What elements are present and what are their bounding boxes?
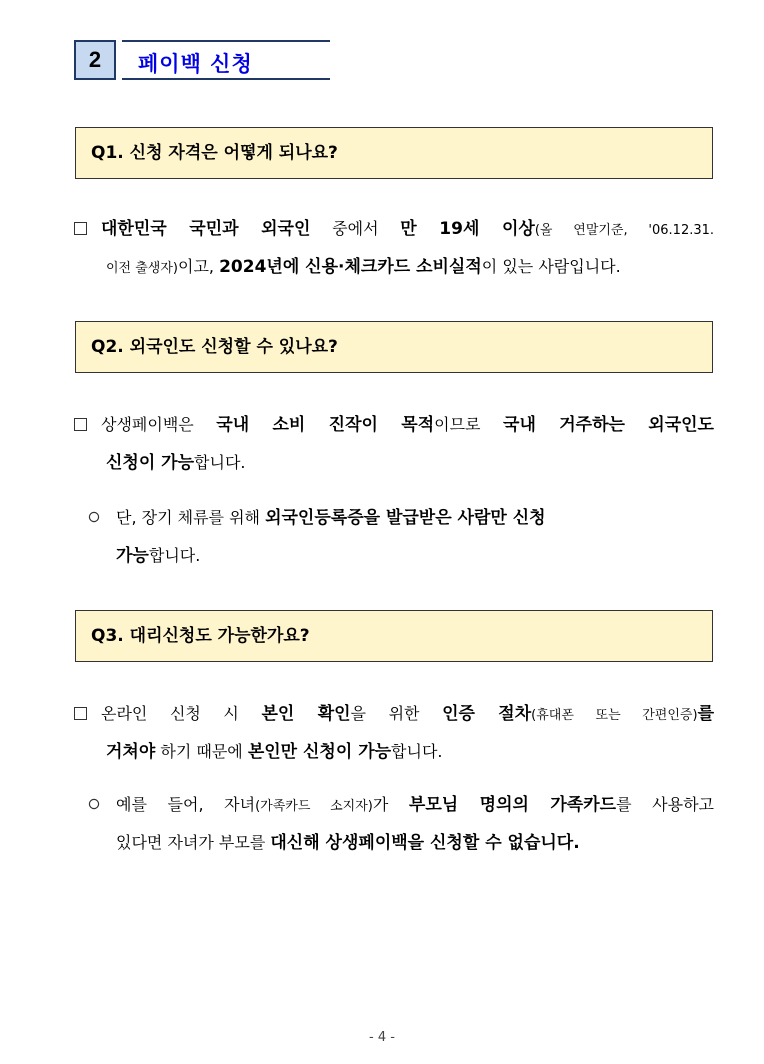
body-text: 이 있는 사람입니다. (481, 257, 621, 276)
emphasis-text: 본인 확인 (261, 704, 351, 724)
body-text: 합니다. (194, 453, 246, 472)
emphasis-text: 인증 절차 (442, 704, 532, 724)
emphasis-text: 국내 거주하는 외국인도 (503, 415, 714, 435)
emphasis-text: 가능 (116, 546, 149, 566)
answer-q2-paragraph-2 (74, 499, 716, 575)
answer-q3-p2-line-1 (74, 786, 716, 824)
emphasis-text: 외국인등록증을 발급받은 사람만 신청 (265, 508, 546, 528)
emphasis-text: 만 19세 이상 (400, 219, 535, 239)
body-text: 합니다. (148, 546, 201, 565)
section-header (74, 40, 330, 82)
question-box-q2 (75, 321, 713, 373)
answer-q1-line-1 (74, 210, 716, 248)
small-note-text: 이전 출생자) (106, 261, 178, 276)
body-text: 예를 들어, 자녀 (116, 795, 256, 814)
answer-q1-line-2 (74, 248, 716, 286)
emphasis-text: 부모님 명의의 가족카드 (408, 795, 617, 815)
body-text: 합니다. (391, 742, 443, 761)
question-q3: Q3. 대리신청도 가능한가요? (91, 626, 310, 646)
question-q2: Q2. 외국인도 신청할 수 있나요? (91, 337, 338, 357)
square-bullet-icon (74, 707, 87, 720)
body-text: 중에서 (310, 219, 401, 238)
section-title: 페이백 신청 (138, 52, 253, 76)
question-box-q1 (75, 127, 713, 179)
body-text: 가 (372, 795, 409, 814)
emphasis-text: 신청이 가능 (106, 453, 195, 473)
emphasis-text: 대한민국 국민과 외국인 (101, 219, 311, 239)
answer-q2-p1-line-1 (74, 406, 716, 444)
body-text: 를 사용하고 (616, 795, 714, 814)
answer-q2-paragraph-1 (74, 406, 716, 482)
emphasis-text: 거쳐야 (106, 742, 156, 762)
small-note-text: (올 연말기준, '06.12.31. (534, 223, 715, 238)
body-text: 단, 장기 체류를 위해 (116, 508, 266, 527)
emphasis-text: 대신해 상생페이백을 신청할 수 없습니다. (270, 833, 580, 853)
circle-bullet-icon (88, 511, 100, 523)
body-text: 이므로 (434, 415, 504, 434)
answer-q1 (74, 210, 716, 286)
answer-q2-p2-line-1 (74, 499, 716, 537)
square-bullet-icon (74, 418, 87, 431)
emphasis-text: 본인만 신청이 가능 (247, 742, 392, 762)
answer-q3-p1-line-1 (74, 695, 716, 733)
answer-q3-p2-line-2 (74, 824, 716, 862)
body-text: 하기 때문에 (155, 742, 248, 761)
answer-q2-p1-line-2 (74, 444, 716, 482)
answer-q3-paragraph-2 (74, 786, 716, 862)
body-text: 상생페이백은 (101, 415, 217, 434)
question-box-q3 (75, 610, 713, 662)
body-text: 온라인 신청 시 (101, 704, 262, 723)
page-number: - 4 - (369, 1030, 395, 1045)
answer-q3-paragraph-1 (74, 695, 716, 771)
small-note-text: (휴대폰 또는 간편인증) (531, 708, 698, 723)
answer-q2-p2-line-2 (74, 537, 716, 575)
square-bullet-icon (74, 222, 87, 235)
emphasis-text: 2024년에 신용·체크카드 소비실적 (219, 257, 482, 277)
answer-q3-p1-line-2 (74, 733, 716, 771)
body-text: 이고, (178, 257, 220, 276)
section-number: 2 (74, 40, 116, 80)
circle-bullet-icon (88, 798, 100, 810)
emphasis-text: 국내 소비 진작이 목적 (216, 415, 435, 435)
body-text: 을 위한 (350, 704, 443, 723)
body-text: 있다면 자녀가 부모를 (116, 833, 271, 852)
question-q1: Q1. 신청 자격은 어떻게 되나요? (91, 143, 338, 163)
small-note-text: (가족카드 소지자) (255, 799, 373, 814)
section-title-box (122, 40, 330, 80)
emphasis-text: 를 (697, 704, 714, 724)
